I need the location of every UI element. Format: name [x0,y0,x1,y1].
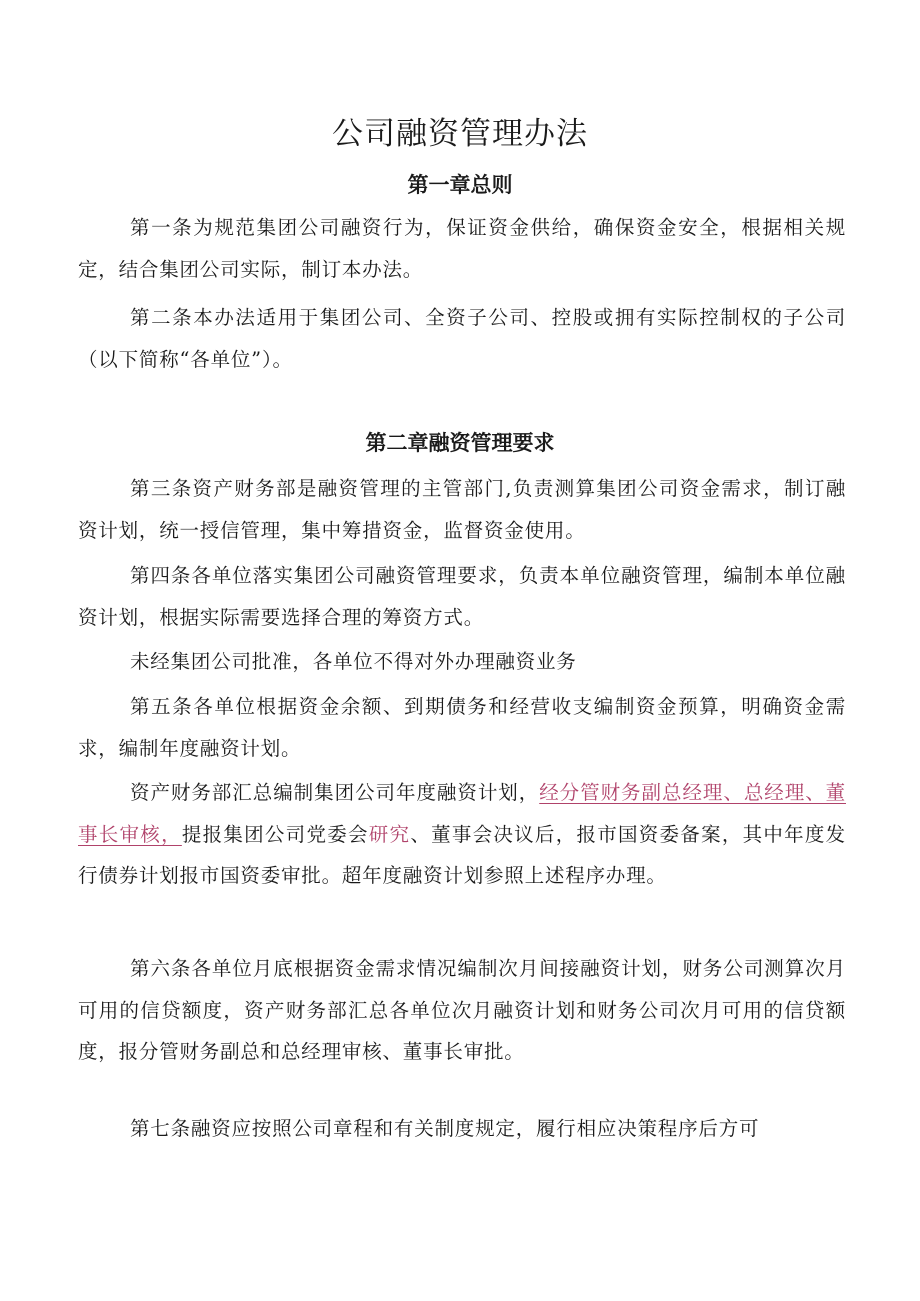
article-5-p2-text-b: 提报集团公司党委会 [181,822,369,846]
article-5: 第五条各单位根据资金余额、到期债务和经营收支编制资金预算，明确资金需求，编制年度融资计划。 [78,695,846,760]
article-3: 第三条资产财务部是融资管理的主管部门,负责测算集团公司资金需求，制订融资计划，统一授信管理，集中筹措资金，监督资金使用。 [78,477,846,542]
article-4: 第四条各单位落实集团公司融资管理要求，负责本单位融资管理，编制本单位融资计划，根据实际需要选择合理的筹资方式。 [78,564,846,629]
article-5-paragraph-2 [78,772,846,897]
article-6: 第六条各单位月底根据资金需求情况编制次月间接融资计划，财务公司测算次月可用的信贷额度，资产财务部汇总各单位次月融资计划和财务公司次月可用的信贷额度，报分管财务副总和总经理审核、董事长审批。 [78,957,846,1063]
article-7: 第七条融资应按照公司章程和有关制度规定，履行相应决策程序后方可 [130,1117,760,1140]
article-4-note: 未经集团公司批准，各单位不得对外办理融资业务 [130,650,577,673]
chapter-2-heading: 第二章融资管理要求 [365,431,555,455]
tracked-revision-insertion[interactable]: 经分管财务副总经理、总经理、董事长审核， [78,781,846,846]
article-2: 第二条本办法适用于集团公司、全资子公司、控股或拥有实际控制权的子公司（以下简称“各单位”）。 [78,306,846,371]
tracked-revision-word[interactable]: 研究 [368,822,411,846]
document-title: 公司融资管理办法 [332,116,588,152]
chapter-1-heading: 第一章总则 [407,173,513,197]
article-5-p2-text-a: 资产财务部汇总编制集团公司年度融资计划， [130,781,540,804]
article-1: 第一条为规范集团公司融资行为，保证资金供给，确保资金安全，根据相关规定，结合集团公司实际，制订本办法。 [78,216,846,281]
article-5-p2-text-c: 、董事会决议后，报市国资委备案，其中年度发行债券计划报市国资委审批。超年度融资计划参照上述程序办理。 [78,822,846,887]
